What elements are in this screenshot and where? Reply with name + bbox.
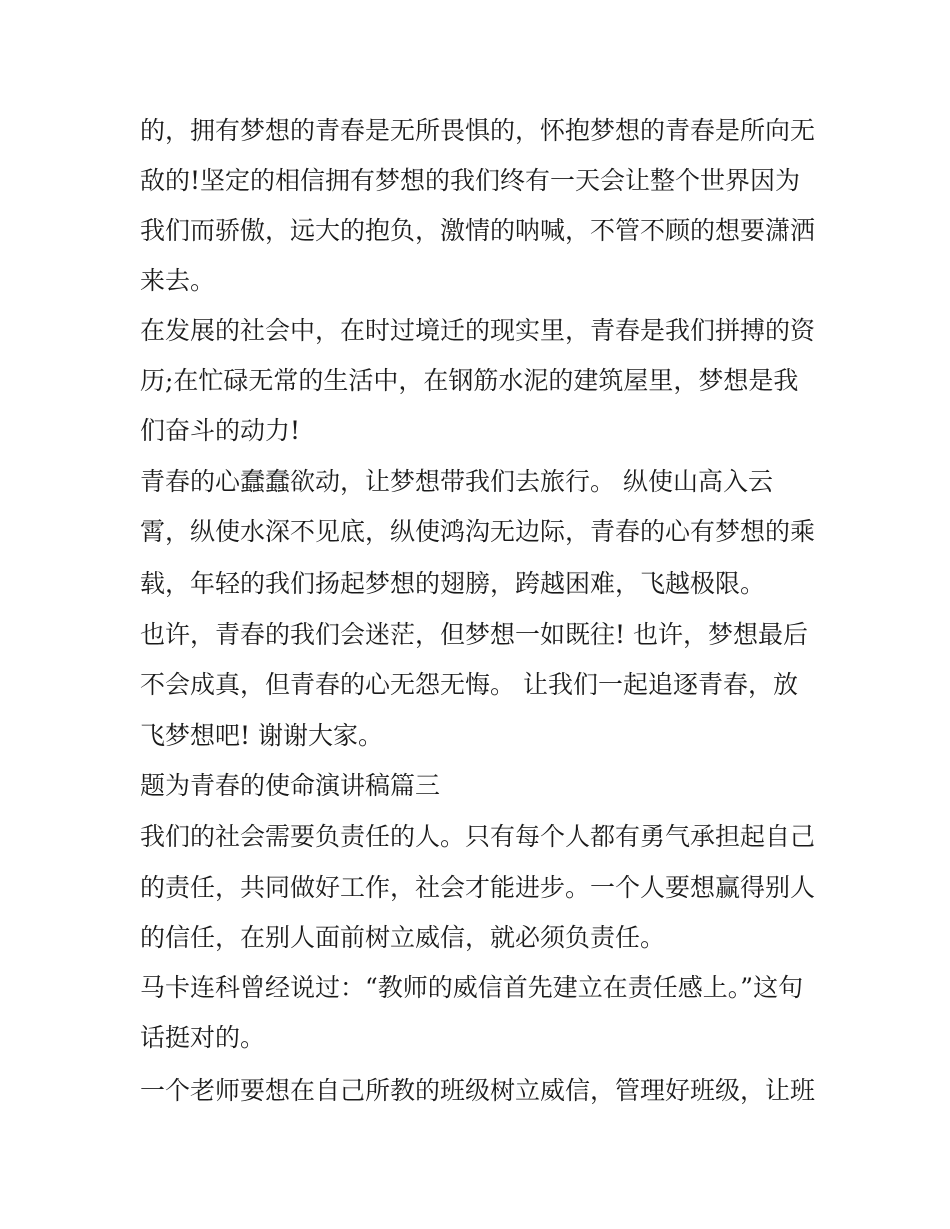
text-line: 飞梦想吧! 谢谢大家。	[140, 721, 383, 750]
text-line: 我们而骄傲，远大的抱负，激情的呐喊，不管不顾的想要潇洒	[140, 216, 816, 245]
text-line: 我们的社会需要负责任的人。只有每个人都有勇气承担起自己	[140, 822, 816, 851]
text-line: 不会成真，但青春的心无怨无悔。 让我们一起追逐青春，放	[140, 670, 798, 699]
text-line: 的信任，在别人面前树立威信，就必须负责任。	[140, 923, 666, 952]
text-line: 们奋斗的动力!	[140, 416, 301, 445]
text-line: 来去。	[140, 266, 216, 295]
text-line: 敌的!坚定的相信拥有梦想的我们终有一天会让整个世界因为	[140, 166, 801, 195]
text-line: 的责任，共同做好工作，社会才能进步。一个人要想赢得别人	[140, 873, 816, 902]
text-line: 话挺对的。	[140, 1023, 266, 1052]
text-line: 载，年轻的我们扬起梦想的翅膀，跨越困难，飞越极限。	[140, 569, 766, 598]
text-line: 一个老师要想在自己所教的班级树立威信，管理好班级，让班	[140, 1076, 816, 1105]
text-line: 青春的心蠢蠢欲动，让梦想带我们去旅行。 纵使山高入云	[140, 467, 773, 496]
text-line: 霄，纵使水深不见底，纵使鸿沟无边际，青春的心有梦想的乘	[140, 517, 816, 546]
text-line: 历;在忙碌无常的生活中，在钢筋水泥的建筑屋里，梦想是我	[140, 366, 799, 395]
text-line: 也许，青春的我们会迷茫，但梦想一如既往! 也许，梦想最后	[140, 620, 808, 649]
text-line: 在发展的社会中，在时过境迁的现实里，青春是我们拼搏的资	[140, 316, 816, 345]
text-line: 的，拥有梦想的青春是无所畏惧的，怀抱梦想的青春是所向无	[140, 116, 816, 145]
text-line: 马卡连科曾经说过：“教师的威信首先建立在责任感上。”这句	[140, 973, 804, 1002]
section-heading: 题为青春的使命演讲稿篇三	[140, 771, 441, 800]
